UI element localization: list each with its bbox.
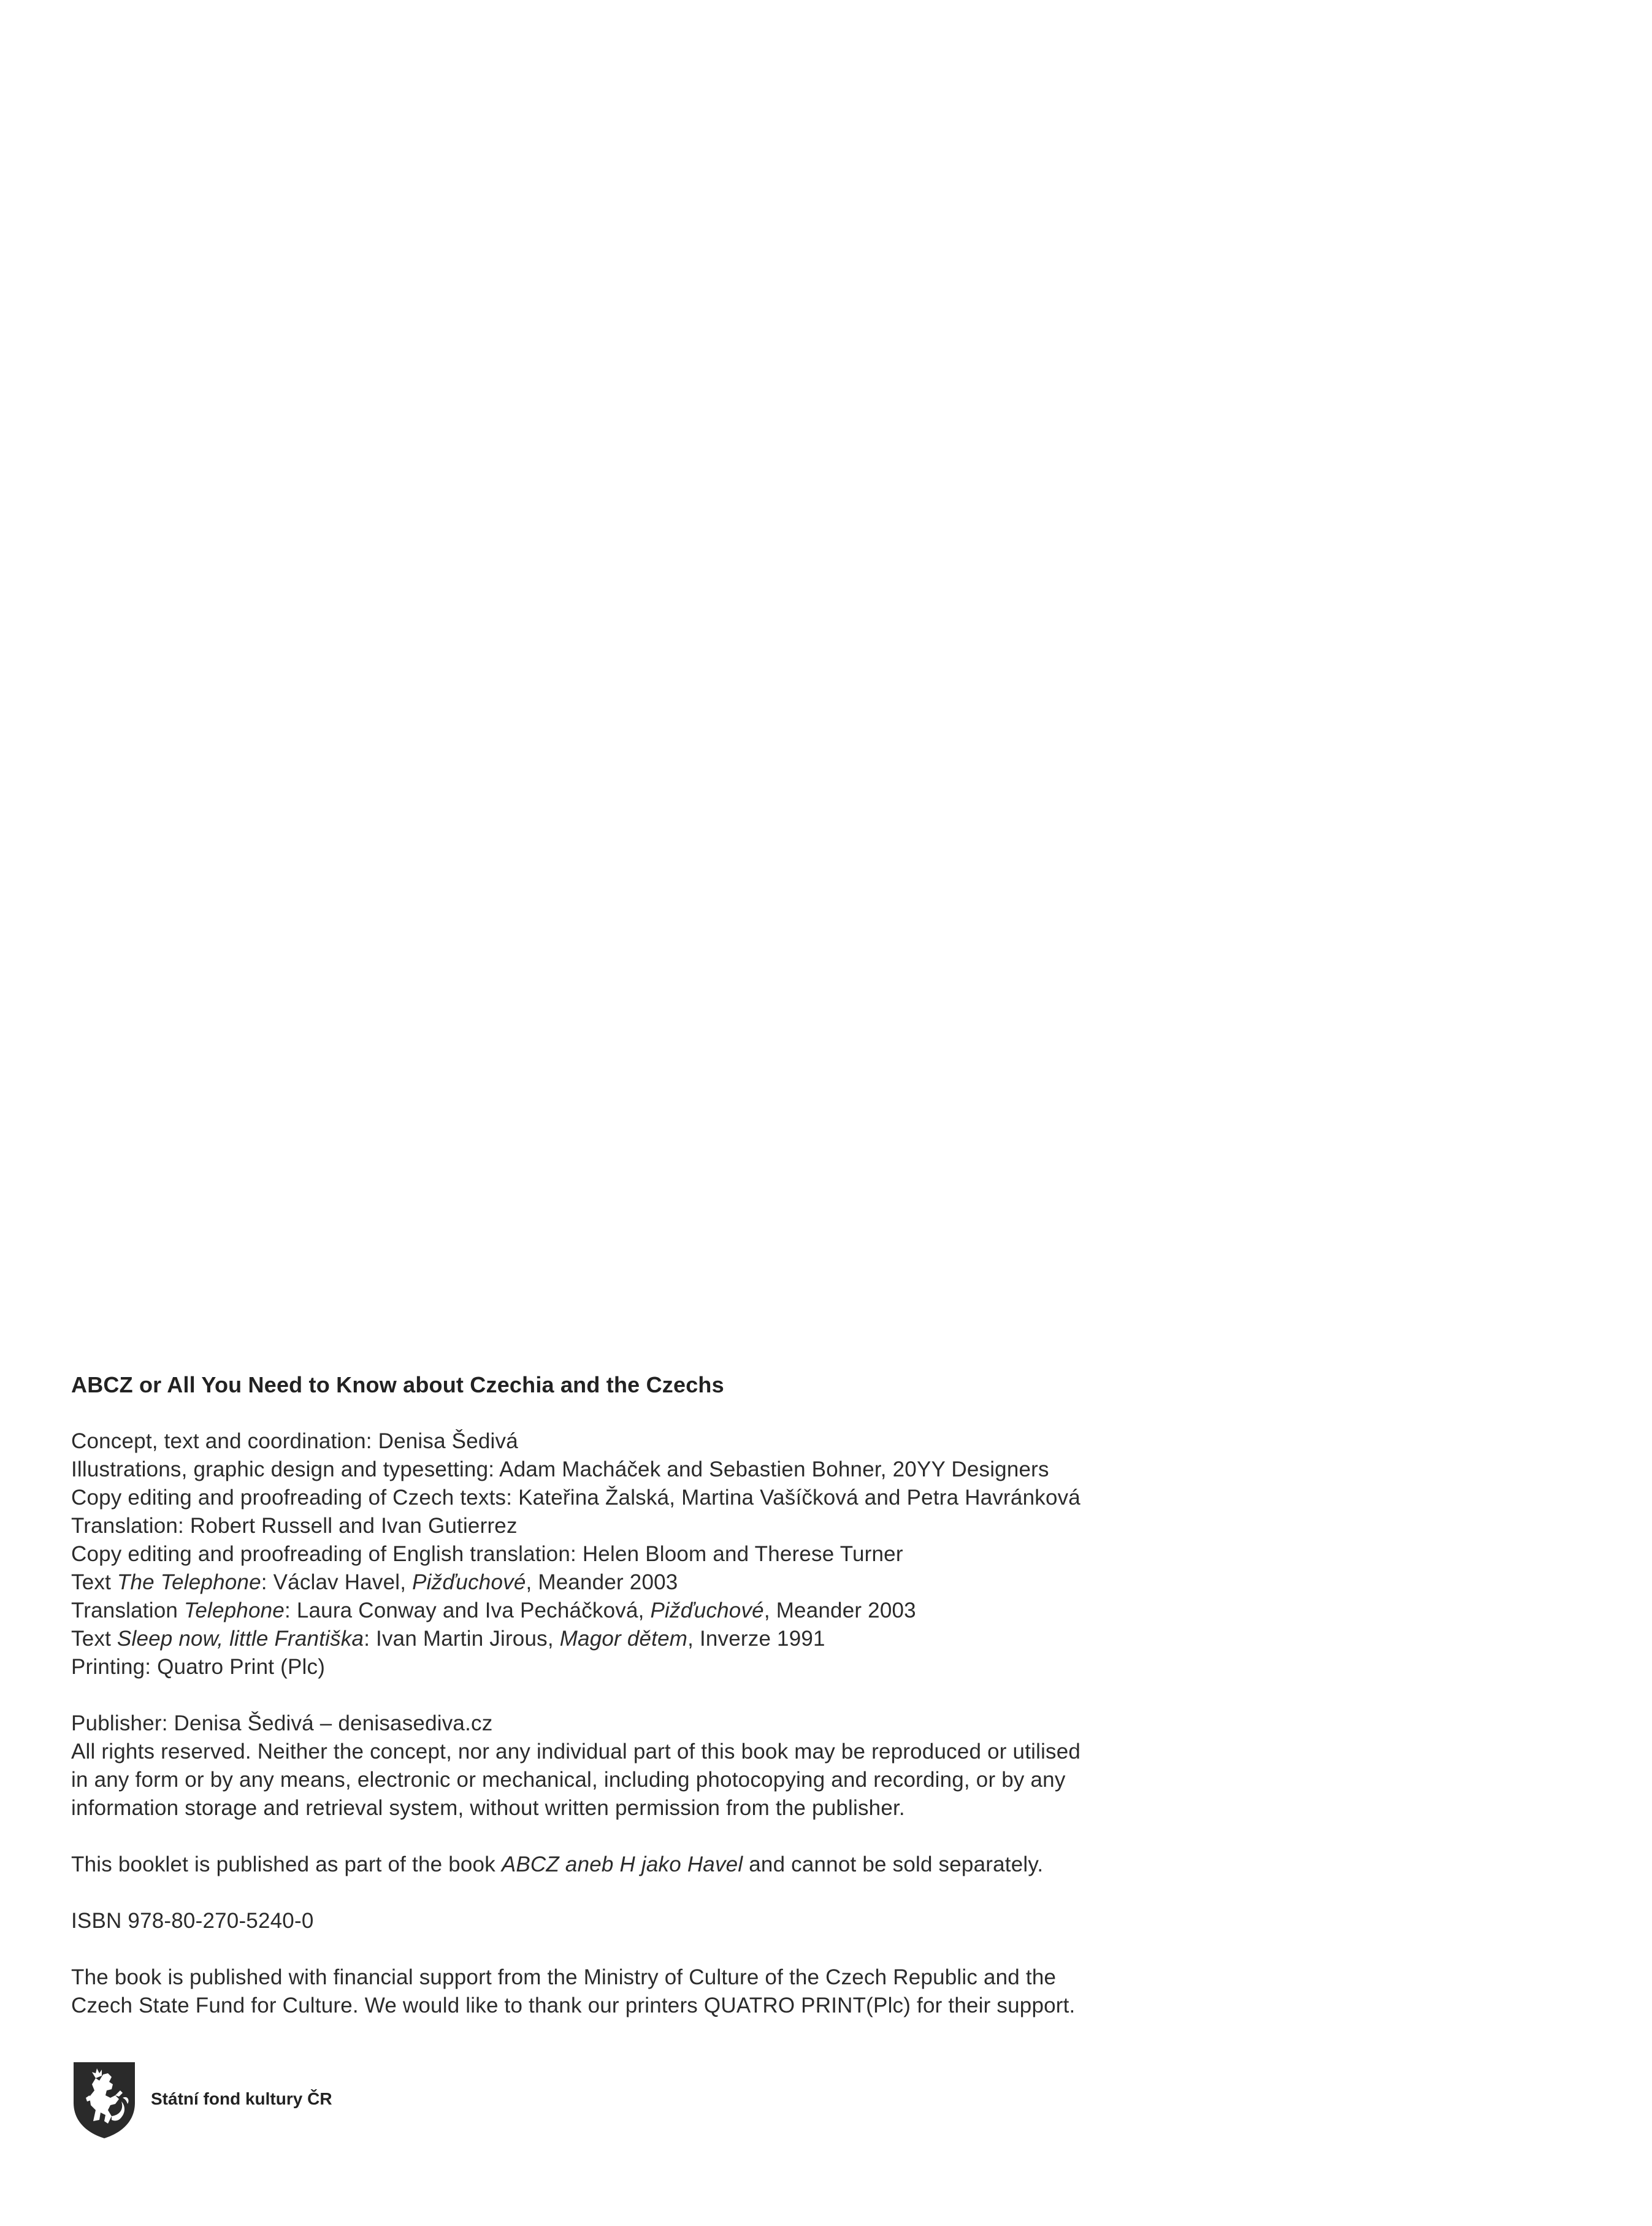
credit-line: Illustrations, graphic design and typesetting: Adam Macháček and Sebastien Bohner, 20YY Designers [71,1457,1049,1481]
colophon [71,1371,1236,2020]
support-block [71,1963,1236,2020]
credit-line [71,1597,1236,1625]
credit-line [71,1568,1236,1597]
publisher-block [71,1710,1236,1822]
credit-post: , Meander 2003 [526,1570,678,1594]
credit-pre: Text [71,1570,117,1594]
credit-line [71,1625,1236,1653]
logo-label: Státní fond kultury ČR [151,2089,332,2108]
credit-line: Copy editing and proofreading of English translation: Helen Bloom and Therese Turner [71,1542,903,1566]
credit-source-title: Magor dětem [559,1627,688,1651]
credit-post: , Meander 2003 [763,1598,916,1622]
credit-pre: Text [71,1627,117,1651]
rights-line: All rights reserved. Neither the concept, nor any individual part of this book may be reproduced or utilised [71,1740,1081,1764]
booklet-book-title: ABCZ aneb H jako Havel [501,1852,743,1876]
credit-source-title: Pižďuchové [412,1570,526,1594]
credit-line: Translation: Robert Russell and Ivan Gutierrez [71,1514,518,1538]
publisher-line: Publisher: Denisa Šedivá – denisasediva.cz [71,1711,493,1735]
credit-work-title: Telephone [183,1598,285,1622]
rights-line: information storage and retrieval system, without written permission from the publisher. [71,1796,905,1820]
booklet-note [71,1851,1236,1879]
czech-lion-shield-icon [71,2060,137,2140]
credit-pre: Translation [71,1598,184,1622]
credit-work-title: Sleep now, little Františka [117,1627,364,1651]
credit-mid: : Ivan Martin Jirous, [364,1627,560,1651]
credit-source-title: Pižďuchové [650,1598,764,1622]
support-line: Czech State Fund for Culture. We would like to thank our printers QUATRO PRINT(Plc) for their support. [71,1994,1076,2017]
credit-line: Printing: Quatro Print (Plc) [71,1655,326,1679]
credit-line: Concept, text and coordination: Denisa Šedivá [71,1429,518,1453]
support-line: The book is published with financial support from the Ministry of Culture of the Czech Republic and the [71,1965,1057,1989]
credit-post: , Inverze 1991 [687,1627,825,1651]
isbn: ISBN 978-80-270-5240-0 [71,1909,314,1933]
credit-work-title: The Telephone [117,1570,261,1594]
sfk-logo [71,2060,500,2140]
credits-block [71,1427,1236,1681]
booklet-pre: This booklet is published as part of the book [71,1852,502,1876]
booklet-post: and cannot be sold separately. [743,1852,1044,1876]
rights-line: in any form or by any means, electronic or mechanical, including photocopying and recording, or by any [71,1768,1066,1792]
credit-mid: : Václav Havel, [261,1570,413,1594]
credit-mid: : Laura Conway and Iva Pecháčková, [284,1598,651,1622]
credit-line: Copy editing and proofreading of Czech texts: Kateřina Žalská, Martina Vašíčková and Petra Havránková [71,1486,1080,1510]
book-title: ABCZ or All You Need to Know about Czechia and the Czechs [71,1372,724,1397]
